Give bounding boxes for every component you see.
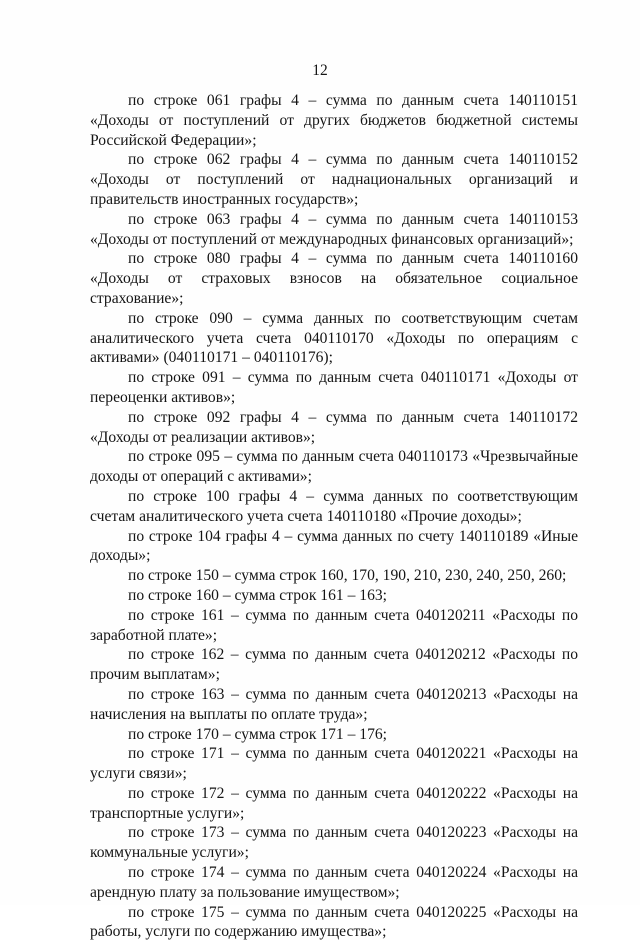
paragraph-line-161: по строке 161 – сумма по данным счета 040120211 «Расходы по заработной плате»; (90, 606, 578, 644)
paragraph-line-063: по строке 063 графы 4 – сумма по данным счета 140110153 «Доходы от поступлений от международных финансовых организаций»; (90, 210, 578, 248)
page-number: 12 (312, 62, 328, 79)
paragraph-line-162: по строке 162 – сумма по данным счета 040120212 «Расходы по прочим выплатам»; (90, 646, 578, 684)
paragraph-line-061: по строке 061 графы 4 – сумма по данным счета 140110151 «Доходы от поступлений от других бюджетов бюджетной системы Российской Федерации»; (90, 92, 578, 149)
paragraph-line-080: по строке 080 графы 4 – сумма по данным счета 140110160 «Доходы от страховых взносов на обязательное социальное страхование»; (90, 250, 578, 307)
paragraph-line-175: по строке 175 – сумма по данным счета 040120225 «Расходы на работы, услуги по содержанию имущества»; (90, 903, 578, 941)
paragraph-line-171: по строке 171 – сумма по данным счета 040120221 «Расходы на услуги связи»; (90, 745, 578, 783)
paragraph-line-170: по строке 170 – сумма строк 171 – 176; (128, 725, 388, 743)
paragraph-line-095: по строке 095 – сумма по данным счета 040110173 «Чрезвычайные доходы от операций с активами»; (90, 448, 578, 486)
paragraph-line-062: по строке 062 графы 4 – сумма по данным счета 140110152 «Доходы от поступлений от наднациональных организаций и правительств иностранных государств»; (90, 151, 578, 208)
paragraph-line-150: по строке 150 – сумма строк 160, 170, 190, 210, 230, 240, 250, 260; (128, 567, 567, 585)
paragraph-line-090: по строке 090 – сумма данных по соответствующим счетам аналитического учета счета 040110170 «Доходы по операциям с активами» (040110171 – 040110176); (90, 309, 578, 367)
paragraph-line-160: по строке 160 – сумма строк 161 – 163; (128, 586, 388, 604)
paragraph-line-172: по строке 172 – сумма по данным счета 040120222 «Расходы на транспортные услуги»; (90, 784, 578, 822)
paragraph-line-104: по строке 104 графы 4 – сумма данных по счету 140110189 «Иные доходы»; (90, 527, 578, 565)
paragraph-line-091: по строке 091 – сумма по данным счета 040110171 «Доходы от переоценки активов»; (90, 369, 578, 406)
document-body (90, 91, 578, 942)
paragraph-line-092: по строке 092 графы 4 – сумма по данным счета 140110172 «Доходы от реализации активов»; (90, 408, 578, 446)
paragraph-line-174: по строке 174 – сумма по данным счета 040120224 «Расходы на арендную плату за пользование имуществом»; (90, 864, 578, 901)
paragraph-line-163: по строке 163 – сумма по данным счета 040120213 «Расходы на начисления на выплаты по оплате труда»; (90, 685, 578, 723)
paragraph-line-173: по строке 173 – сумма по данным счета 040120223 «Расходы на коммунальные услуги»; (90, 824, 578, 862)
paragraph-line-100: по строке 100 графы 4 – сумма данных по соответствующим счетам аналитического учета счета 140110180 «Прочие доходы»; (90, 487, 578, 525)
